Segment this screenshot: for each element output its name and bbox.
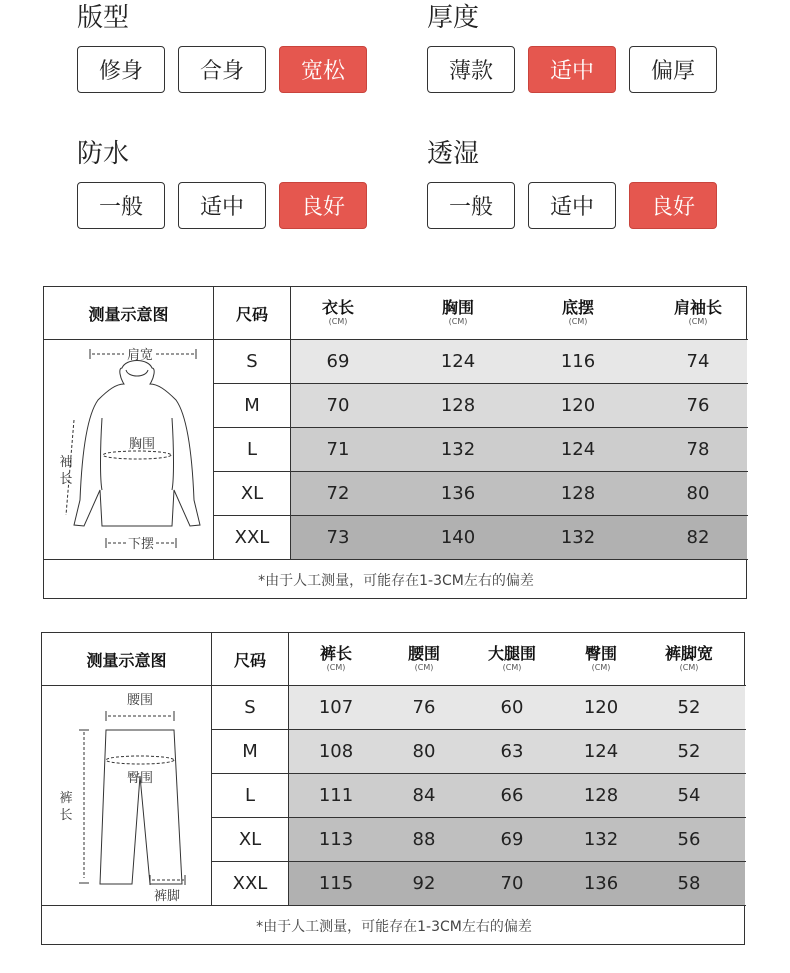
value-cell: 116 — [560, 351, 596, 372]
column-header-name: 裤脚宽 — [664, 644, 713, 663]
column-header-name: 臀围 — [584, 644, 617, 663]
column-header-unit: (CM) — [328, 317, 348, 326]
label-shoulder: 肩宽 — [126, 348, 154, 363]
size-header: 尺码 — [235, 304, 268, 324]
column-header-unit: (CM) — [679, 663, 699, 672]
value-cell: 84 — [412, 785, 436, 806]
value-cell: 76 — [686, 395, 710, 416]
size-cell: XL — [238, 829, 262, 850]
value-cell: 136 — [583, 873, 619, 894]
waterproof-option-good[interactable]: 良好 — [279, 182, 367, 229]
waterproof-option-fair[interactable]: 一般 — [77, 182, 165, 229]
label-hem: 下摆 — [127, 537, 155, 552]
value-cell: 128 — [440, 395, 476, 416]
column-header-unit: (CM) — [414, 663, 434, 672]
column-header-cuff — [649, 633, 729, 685]
label-waist: 腰围 — [126, 693, 154, 708]
value-cell: 52 — [677, 697, 701, 718]
label-chest: 胸围 — [128, 437, 156, 452]
fit-option-slim[interactable]: 修身 — [77, 46, 165, 93]
size-cell: L — [244, 785, 256, 806]
pants-measurement-diagram — [42, 686, 211, 905]
value-cell: 132 — [560, 527, 596, 548]
column-header-name: 裤长 — [319, 644, 352, 663]
attr-waterproof-title: 防水 — [77, 139, 130, 169]
size-cell: M — [242, 741, 258, 762]
column-header-unit: (CM) — [688, 317, 708, 326]
value-cell: 60 — [500, 697, 524, 718]
attr-waterproof-options — [77, 182, 367, 229]
column-header-unit: (CM) — [326, 663, 346, 672]
attr-thickness-title: 厚度 — [427, 3, 480, 33]
attr-fit — [77, 2, 377, 94]
top-size-table — [43, 286, 747, 599]
label-sleeve-2: 长 — [59, 472, 73, 487]
value-cell: 111 — [318, 785, 354, 806]
size-cell: XL — [240, 483, 264, 504]
value-cell: 69 — [500, 829, 524, 850]
attr-fit-options — [77, 46, 367, 93]
breathability-option-medium[interactable]: 适中 — [528, 182, 616, 229]
value-cell: 128 — [583, 785, 619, 806]
column-header-waist — [384, 633, 464, 685]
value-cell: 56 — [677, 829, 701, 850]
value-cell: 69 — [326, 351, 350, 372]
value-cell: 124 — [440, 351, 476, 372]
column-header-name: 胸围 — [441, 298, 474, 317]
measurement-note: *由于人工测量，可能存在1-3CM左右的偏差 — [256, 918, 532, 935]
waterproof-option-medium[interactable]: 适中 — [178, 182, 266, 229]
value-cell: 120 — [560, 395, 596, 416]
measurement-note: *由于人工测量，可能存在1-3CM左右的偏差 — [258, 572, 534, 589]
attr-waterproof — [77, 138, 377, 230]
label-sleeve-1: 袖 — [59, 455, 73, 470]
attr-breathability — [427, 138, 727, 230]
value-cell: 88 — [412, 829, 436, 850]
column-header-pant-length — [296, 633, 376, 685]
value-cell: 140 — [440, 527, 476, 548]
thickness-option-thin[interactable]: 薄款 — [427, 46, 515, 93]
attr-fit-title: 版型 — [77, 3, 130, 33]
column-header-name: 肩袖长 — [673, 298, 722, 317]
value-cell: 132 — [440, 439, 476, 460]
value-cell: 78 — [686, 439, 710, 460]
value-cell: 70 — [500, 873, 524, 894]
breathability-option-good[interactable]: 良好 — [629, 182, 717, 229]
value-cell: 132 — [583, 829, 619, 850]
breathability-option-fair[interactable]: 一般 — [427, 182, 515, 229]
column-header-name: 腰围 — [407, 644, 440, 663]
column-header-sleeve — [651, 287, 745, 339]
grid-line — [288, 633, 289, 906]
column-header-unit: (CM) — [568, 317, 588, 326]
value-cell: 80 — [412, 741, 436, 762]
size-cell: XXL — [234, 527, 270, 548]
value-cell: 107 — [318, 697, 354, 718]
attr-breathability-title: 透湿 — [427, 139, 480, 169]
value-cell: 92 — [412, 873, 436, 894]
label-hip: 臀围 — [126, 771, 154, 786]
column-header-hip — [561, 633, 641, 685]
value-cell: 136 — [440, 483, 476, 504]
diagram-header: 测量示意图 — [86, 650, 167, 670]
value-cell: 66 — [500, 785, 524, 806]
column-header-length — [291, 287, 385, 339]
value-cell: 124 — [560, 439, 596, 460]
value-cell: 63 — [500, 741, 524, 762]
value-cell: 128 — [560, 483, 596, 504]
attr-thickness-options — [427, 46, 717, 93]
value-cell: 58 — [677, 873, 701, 894]
value-cell: 108 — [318, 741, 354, 762]
diagram-header: 测量示意图 — [88, 304, 169, 324]
column-header-name: 衣长 — [321, 298, 354, 317]
bottom-size-table — [41, 632, 745, 945]
size-cell: L — [246, 439, 258, 460]
value-cell: 71 — [326, 439, 350, 460]
attr-breathability-options — [427, 182, 717, 229]
column-header-thigh — [472, 633, 552, 685]
value-cell: 80 — [686, 483, 710, 504]
size-cell: S — [246, 351, 258, 372]
value-cell: 124 — [583, 741, 619, 762]
label-length-2: 长 — [59, 808, 73, 823]
value-cell: 70 — [326, 395, 350, 416]
value-cell: 82 — [686, 527, 710, 548]
column-header-chest — [411, 287, 505, 339]
value-cell: 76 — [412, 697, 436, 718]
column-header-unit: (CM) — [448, 317, 468, 326]
fit-option-regular[interactable]: 合身 — [178, 46, 266, 93]
value-cell: 115 — [318, 873, 354, 894]
value-cell: 73 — [326, 527, 350, 548]
label-length-1: 裤 — [59, 791, 73, 806]
label-cuff: 裤脚 — [153, 889, 181, 904]
size-cell: S — [244, 697, 256, 718]
value-cell: 120 — [583, 697, 619, 718]
size-header: 尺码 — [233, 650, 266, 670]
jacket-measurement-diagram — [44, 340, 213, 559]
column-header-name: 大腿围 — [487, 644, 536, 663]
value-cell: 52 — [677, 741, 701, 762]
fit-option-loose[interactable]: 宽松 — [279, 46, 367, 93]
attr-thickness — [427, 2, 727, 94]
column-header-hem — [531, 287, 625, 339]
value-cell: 54 — [677, 785, 701, 806]
thickness-option-thick[interactable]: 偏厚 — [629, 46, 717, 93]
size-cell: XXL — [232, 873, 268, 894]
size-cell: M — [244, 395, 260, 416]
value-cell: 72 — [326, 483, 350, 504]
value-cell: 74 — [686, 351, 710, 372]
column-header-unit: (CM) — [591, 663, 611, 672]
value-cell: 113 — [318, 829, 354, 850]
column-header-name: 底摆 — [561, 298, 594, 317]
thickness-option-medium[interactable]: 适中 — [528, 46, 616, 93]
column-header-unit: (CM) — [502, 663, 522, 672]
